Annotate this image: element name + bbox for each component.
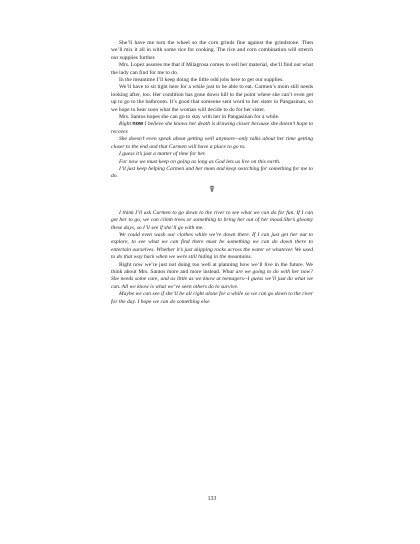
paragraph-lead: Right <box>119 121 133 128</box>
paragraph: In the meantime I’ll keep doing the little odd jobs here to get our supplies. <box>119 77 284 84</box>
paragraph: Mrs. Santos hopes she can go to stay with her in Pangasinan for a while. <box>119 114 280 121</box>
paragraph: I guess it’s just a matter of time for her. <box>119 151 206 158</box>
paragraph: Mrs. Lopez assures me that if Milagrosa comes to sell her material, she’ll find out what the lady can find for me to do. <box>111 62 313 76</box>
paragraph-upright-text: Right now we’re just not doing too well at planning how we’ll live in the future. We think about Mrs. Santos more and more instead. <box>111 261 313 275</box>
page-number: 133 <box>207 496 217 502</box>
paragraph: We could even wash our clothes while we’re down there. If I can just get her out to explore, to see what we can find there must be something we can do down there to entertain ourselves. Whether it’s just skipping rocks across the water or whatever. We used to do that way back when we were still hiding in the mountains. <box>111 231 313 261</box>
book-page <box>111 40 313 306</box>
cross-ornament-icon: ☤ <box>208 184 216 195</box>
section-two <box>111 210 313 306</box>
paragraph <box>111 121 313 136</box>
paragraph <box>111 262 313 292</box>
section-divider-ornament <box>111 185 313 195</box>
section-one <box>111 40 313 181</box>
paragraph: Maybe we can see if she’ll be all right alone for a while so we can go down to the river for the day. I hope we can do something else <box>111 291 313 305</box>
paragraph-italic-text: What are we going to do with her now? She needs some care, and as little as we know at teenagers--I guess we’ll just do what we can. All we know is what we’ve seen others do to survive. <box>111 268 313 290</box>
paragraph: She doesn’t even speak about getting well anymore--only talks about her time getting closer to the end and that Carmen will have a place to go to. <box>111 136 313 150</box>
paragraph: I’ll just keep helping Carmen and her mom and keep searching for something for me to do. <box>111 165 313 180</box>
paragraph: For now we must keep on going as long as God lets us live on this earth. <box>119 158 281 165</box>
emphasized-word: now <box>132 121 144 128</box>
paragraph: We’ll have to sit tight here for a while just to be able to eat. Carmen’s mom still needs looking after, too. Her condition has gone down hill to the point where she can’t even get up to go to the bathroom. It’s good that someone sent word to her sister in Pangasinan, so we hope to hear soon what the woman will decide to do for her sister. <box>111 84 313 113</box>
paragraph: She’ll have me turn the wheel so the corn grinds fine against the grindstone. Then we’ll mix it all in with some rice for cooking. The rice and corn combination will stretch our supplies further. <box>111 40 313 61</box>
paragraph: I think I’ll ask Carmen to go down to the river to see what we can do for fun. If I can get her to go, we can climb trees or something to bring her out of her mood.She’s gloomy these days, so I’ll see if she’ll go with me. <box>111 209 313 231</box>
paragraph-rest: I believe she knows her death is drawing closer because she doesn’t hope to recover. <box>111 121 314 135</box>
